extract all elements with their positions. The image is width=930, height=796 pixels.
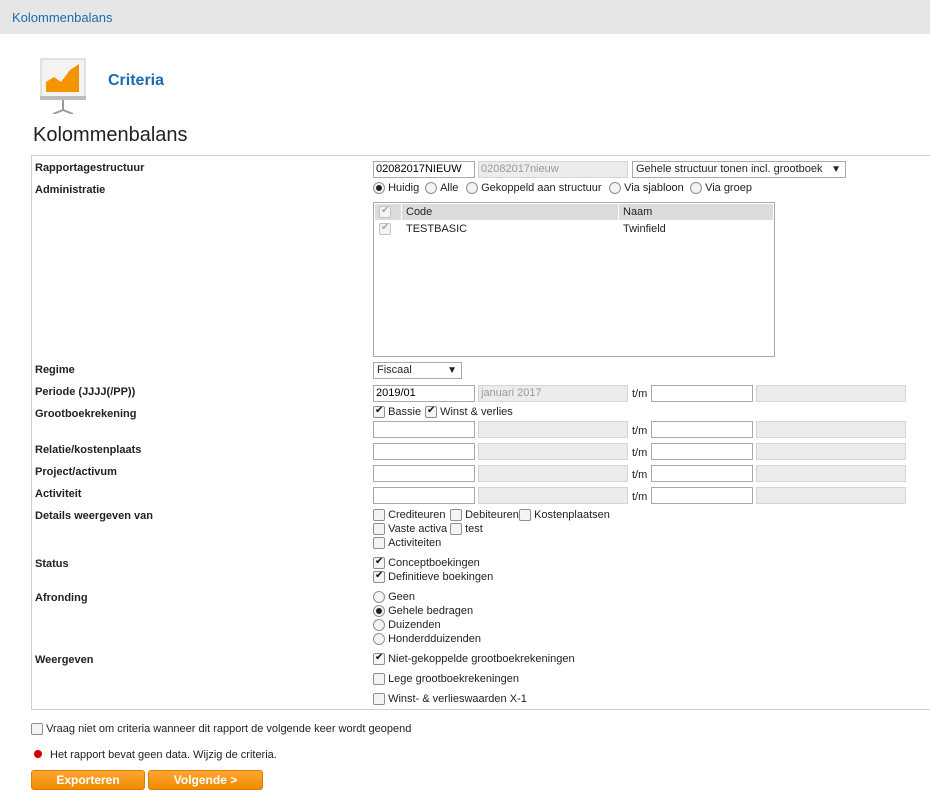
page-title: Kolommenbalans — [33, 124, 188, 146]
radio-icon[interactable] — [373, 619, 385, 631]
afronding-label: Afronding — [35, 592, 88, 604]
activiteit-label: Activiteit — [35, 488, 82, 500]
radio-huidig[interactable]: Huidig — [373, 182, 419, 194]
section-title: Criteria — [108, 72, 165, 89]
error-icon — [34, 750, 42, 758]
radio-icon[interactable] — [373, 605, 385, 617]
checkbox-bassie[interactable]: ✔ Bassie — [373, 406, 421, 418]
grootboekrekening-label: Grootboekrekening — [35, 408, 137, 420]
structure-code-input[interactable]: 02082017NIEUW — [373, 161, 475, 178]
status-label: Status — [35, 558, 69, 570]
checkbox-icon[interactable] — [425, 406, 437, 418]
checkbox-vaste-activa[interactable]: Vaste activa — [373, 523, 447, 535]
details-label: Details weergeven van — [35, 510, 154, 522]
tm-label: t/m — [632, 469, 648, 481]
dropdown-arrow-icon: ▼ — [447, 365, 457, 376]
project-to-input[interactable] — [651, 465, 753, 482]
checkbox-winst-verlieswaarden[interactable]: Winst- & verlieswaarden X-1 — [373, 693, 527, 705]
project-to-description — [756, 465, 906, 482]
checkbox-icon[interactable] — [373, 523, 385, 535]
radio-duizenden[interactable]: Duizenden — [373, 619, 441, 631]
radio-gehele-bedragen[interactable]: Gehele bedragen — [373, 605, 473, 617]
grootboek-to-description — [756, 421, 906, 438]
project-from-input[interactable] — [373, 465, 475, 482]
checkbox-test[interactable]: test — [450, 523, 483, 535]
window-title: Kolommenbalans — [12, 10, 113, 25]
radio-via-groep[interactable]: Via groep — [690, 182, 752, 194]
next-button[interactable]: Volgende > — [148, 770, 263, 790]
table-row[interactable] — [375, 221, 773, 237]
column-header-code[interactable]: Code — [406, 206, 433, 218]
checkbox-conceptboekingen[interactable]: ✔ Conceptboekingen — [373, 557, 480, 569]
checkbox-niet-gekoppelde[interactable]: ✔ Niet-gekoppelde grootboekrekeningen — [373, 653, 575, 665]
radio-icon[interactable] — [373, 591, 385, 603]
radio-gekoppeld[interactable]: Gekoppeld aan structuur — [466, 182, 602, 194]
checkbox-debiteuren[interactable]: Debiteuren — [450, 509, 519, 521]
activiteit-from-description — [478, 487, 628, 504]
checkbox-icon[interactable] — [373, 557, 385, 569]
relatie-to-input[interactable] — [651, 443, 753, 460]
periode-from-description: januari 2017 — [478, 385, 628, 402]
checkbox-icon[interactable] — [31, 723, 43, 735]
structure-name-field: 02082017nieuw — [478, 161, 628, 178]
checkbox-icon[interactable] — [373, 406, 385, 418]
checkbox-kostenplaatsen[interactable]: Kostenplaatsen — [519, 509, 610, 521]
project-from-description — [478, 465, 628, 482]
activiteit-to-input[interactable] — [651, 487, 753, 504]
tm-label: t/m — [632, 447, 648, 459]
checkbox-icon[interactable] — [373, 571, 385, 583]
checkbox-lege-grootboekrekeningen[interactable]: Lege grootboekrekeningen — [373, 673, 519, 685]
checkbox-activiteiten[interactable]: Activiteiten — [373, 537, 441, 549]
radio-alle[interactable]: Alle — [425, 182, 458, 194]
radio-icon[interactable] — [425, 182, 437, 194]
dropdown-arrow-icon: ▼ — [831, 164, 841, 175]
relatie-label: Relatie/kostenplaats — [35, 444, 142, 456]
grootboek-to-input[interactable] — [651, 421, 753, 438]
administratie-table — [373, 202, 775, 357]
relatie-to-description — [756, 443, 906, 460]
dont-ask-checkbox[interactable]: Vraag niet om criteria wanneer dit rapport de volgende keer wordt geopend — [31, 723, 411, 735]
weergeven-label: Weergeven — [35, 654, 94, 666]
row-checkbox — [379, 223, 391, 235]
checkbox-icon[interactable] — [373, 509, 385, 521]
regime-label: Regime — [35, 364, 75, 376]
checkbox-crediteuren[interactable]: Crediteuren — [373, 509, 446, 521]
regime-select[interactable] — [373, 362, 462, 379]
regime-value: Fiscaal — [377, 364, 412, 376]
periode-to-input[interactable] — [651, 385, 753, 402]
radio-icon[interactable] — [373, 633, 385, 645]
checkbox-definitieve-boekingen[interactable]: ✔ Definitieve boekingen — [373, 571, 493, 583]
radio-icon[interactable] — [609, 182, 621, 194]
checkbox-winst-verlies[interactable]: ✔ Winst & verlies — [425, 406, 513, 418]
table-cell-code: TESTBASIC — [406, 223, 468, 235]
radio-geen[interactable]: Geen — [373, 591, 415, 603]
relatie-from-input[interactable] — [373, 443, 475, 460]
radio-icon[interactable] — [466, 182, 478, 194]
error-message: Het rapport bevat geen data. Wijzig de criteria. — [50, 749, 277, 761]
administratie-label: Administratie — [35, 184, 106, 196]
radio-icon[interactable] — [690, 182, 702, 194]
activiteit-to-description — [756, 487, 906, 504]
tm-label: t/m — [632, 425, 648, 437]
radio-honderdduizenden[interactable]: Honderdduizenden — [373, 633, 481, 645]
periode-label: Periode (JJJJ(/PP)) — [35, 386, 136, 398]
checkbox-icon[interactable] — [373, 653, 385, 665]
checkbox-icon[interactable] — [373, 693, 385, 705]
column-header-naam[interactable]: Naam — [623, 206, 653, 218]
grootboek-from-description — [478, 421, 628, 438]
export-button[interactable]: Exporteren — [31, 770, 145, 790]
checkbox-icon[interactable] — [450, 523, 462, 535]
relatie-from-description — [478, 443, 628, 460]
select-all-checkbox — [379, 206, 391, 218]
structure-mode-select[interactable] — [632, 161, 846, 178]
checkbox-icon[interactable] — [373, 673, 385, 685]
tm-label: t/m — [632, 388, 648, 400]
presentation-chart-icon — [40, 58, 92, 114]
periode-to-description — [756, 385, 906, 402]
table-header — [375, 204, 773, 220]
radio-icon[interactable] — [373, 182, 385, 194]
checkbox-icon[interactable] — [450, 509, 462, 521]
periode-from-input[interactable]: 2019/01 — [373, 385, 475, 402]
structure-mode-value: Gehele structuur tonen incl. grootboek — [636, 163, 823, 175]
table-cell-naam: Twinfield — [623, 223, 666, 235]
activiteit-from-input[interactable] — [373, 487, 475, 504]
top-bar — [0, 0, 930, 34]
rapportagestructuur-label: Rapportagestructuur — [35, 162, 145, 174]
checkbox-icon[interactable] — [519, 509, 531, 521]
grootboek-from-input[interactable] — [373, 421, 475, 438]
tm-label: t/m — [632, 491, 648, 503]
radio-via-sjabloon[interactable]: Via sjabloon — [609, 182, 684, 194]
project-label: Project/activum — [35, 466, 117, 478]
checkbox-icon[interactable] — [373, 537, 385, 549]
